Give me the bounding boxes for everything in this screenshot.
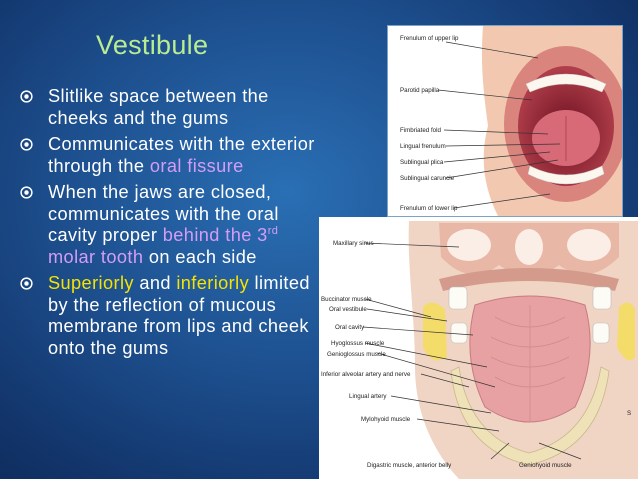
target-bullet-icon [20, 90, 33, 103]
label-fimbriated-fold: Fimbriated fold [400, 127, 441, 134]
coronal-section-illustration [319, 217, 638, 479]
bullet-text: Slitlike space between the cheeks and the gums [48, 86, 269, 128]
label-maxillary-sinus: Maxillary sinus [333, 240, 374, 247]
label-oral-cavity: Oral cavity [335, 324, 365, 331]
label-sublingual-plica: Sublingual plica [400, 159, 444, 166]
label-right-cut: S [627, 410, 632, 417]
label-frenulum-upper-lip: Frenulum of upper lip [400, 35, 459, 42]
bullet-text: Communicates with the exterior through the [48, 134, 315, 176]
label-oral-vestibule: Oral vestibule [329, 306, 367, 313]
bullet-text-end: on each side [143, 246, 257, 267]
bullet-item [18, 134, 328, 177]
bullet-text-end: limited by the reflection of mucous membrane from lips and cheek onto the gums [48, 273, 310, 358]
label-parotid-papilla: Parotid papilla [400, 87, 440, 94]
label-buccinator-muscle: Buccinator muscle [321, 296, 372, 303]
bullet-item [18, 273, 328, 359]
label-lingual-artery: Lingual artery [349, 393, 387, 400]
label-genioglossus-muscle: Genioglossus muscle [327, 351, 386, 358]
ordinal-suffix: rd [267, 224, 279, 237]
highlight-superiorly: Superiorly [48, 273, 134, 293]
highlight-molar-text: behind the 3 [162, 225, 268, 245]
label-lingual-frenulum: Lingual frenulum [400, 143, 446, 150]
bullet-item [18, 182, 328, 268]
highlight-molar-text-end: molar tooth [48, 246, 144, 267]
label-mylohyoid-muscle: Mylohyoid muscle [361, 416, 411, 423]
mouth-illustration [387, 25, 623, 217]
label-digastric-muscle: Digastric muscle, anterior belly [367, 462, 452, 469]
target-bullet-icon [20, 186, 33, 199]
highlight-inferiorly: inferiorly [176, 273, 250, 293]
target-bullet-icon [20, 277, 33, 290]
label-frenulum-lower-lip: Frenulum of lower lip [400, 205, 458, 212]
bullet-item [18, 86, 328, 129]
slide-title: Vestibule [96, 30, 209, 60]
bullet-list [18, 86, 328, 364]
label-geniohyoid-muscle: Geniohyoid muscle [519, 462, 572, 469]
target-bullet-icon [20, 138, 33, 151]
bullet-text: and [133, 273, 177, 293]
label-hyoglossus-muscle: Hyoglossus muscle [331, 340, 385, 347]
label-sublingual-caruncle: Sublingual caruncle [400, 175, 455, 182]
label-inferior-alveolar-artery: Inferior alveolar artery and nerve [321, 371, 411, 378]
bullet-text: When the jaws are closed, communicates with the oral cavity proper [48, 182, 279, 245]
highlight-oral-fissure: oral fissure [149, 155, 244, 176]
